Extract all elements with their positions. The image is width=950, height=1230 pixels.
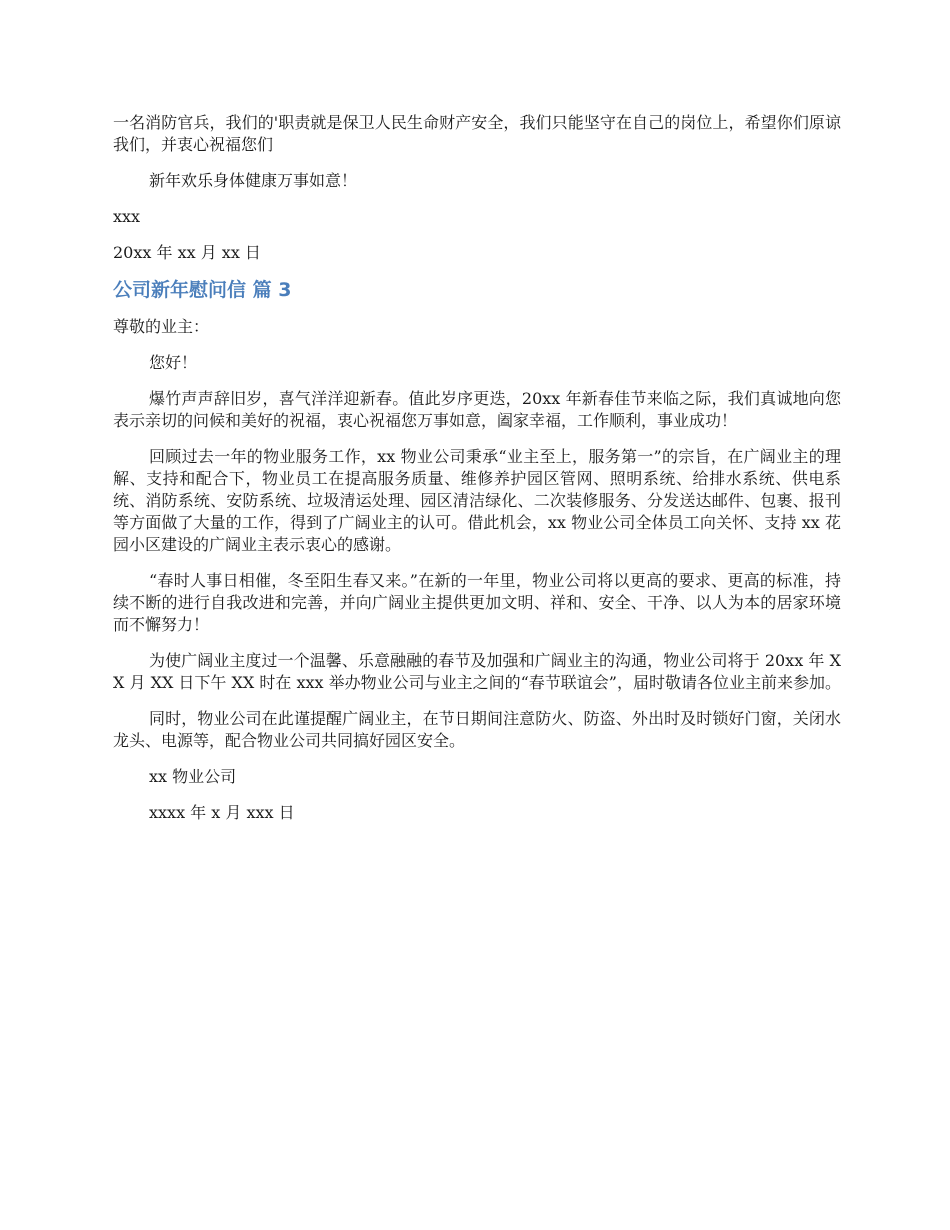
intro-date: 20xx 年 xx 月 xx 日 bbox=[113, 243, 261, 262]
body-paragraph: “春时人事日相催，冬至阳生春又来。”在新的一年里，物业公司将以更高的要求、更高的标准，持续不断的进行自我改进和完善，并向广阔业主提供更加文明、祥和、安全、干净、以人为本的居家环境而不懈努力！ bbox=[113, 571, 841, 634]
letter-date: xxxx 年 x 月 xxx 日 bbox=[149, 803, 295, 822]
intro-wish: 新年欢乐身体健康万事如意！ bbox=[149, 171, 358, 190]
body-paragraph: 爆竹声声辞旧岁，喜气洋洋迎新春。值此岁序更迭，20xx 年新春佳节来临之际，我们真诚地向您表示亲切的问候和美好的祝福，衷心祝福您万事如意，阖家幸福，工作顺利，事业成功！ bbox=[113, 389, 841, 430]
body-paragraph: 回顾过去一年的物业服务工作，xx 物业公司秉承“业主至上，服务第一”的宗旨，在广阔业主的理解、支持和配合下，物业员工在提高服务质量、维修养护园区管网、照明系统、给排水系统、供电系统、消防系统、安防系统、垃圾清运处理、园区清洁绿化、二次装修服务、分发送达邮件、包裹、报刊等方面做了大量的工作，得到了广阔业主的认可。借此机会，xx 物业公司全体员工向关怀、支持 xx 花园小区建设的广阔业主表示衷心的感谢。 bbox=[113, 447, 841, 554]
section-title: 公司新年慰问信 篇 3 bbox=[113, 279, 292, 301]
body-paragraph: 为使广阔业主度过一个温馨、乐意融融的春节及加强和广阔业主的沟通，物业公司将于 20xx 年 XX 月 XX 日下午 XX 时在 xxx 举办物业公司与业主之间的“春节联谊会”，届时敬请各位业主前来参加。 bbox=[113, 651, 841, 692]
body-paragraph: 同时，物业公司在此谨提醒广阔业主，在节日期间注意防火、防盗、外出时及时锁好门窗，关闭水龙头、电源等，配合物业公司共同搞好园区安全。 bbox=[113, 709, 841, 750]
salutation: 尊敬的业主： bbox=[113, 317, 210, 336]
letter-signer: xx 物业公司 bbox=[149, 767, 237, 786]
intro-paragraph: 一名消防官兵，我们的'职责就是保卫人民生命财产安全，我们只能坚守在自己的岗位上，希望你们原谅我们，并衷心祝福您们 bbox=[113, 113, 841, 154]
document-page bbox=[113, 112, 841, 838]
intro-signer: xxx bbox=[113, 207, 141, 226]
greeting: 您好！ bbox=[149, 353, 198, 372]
